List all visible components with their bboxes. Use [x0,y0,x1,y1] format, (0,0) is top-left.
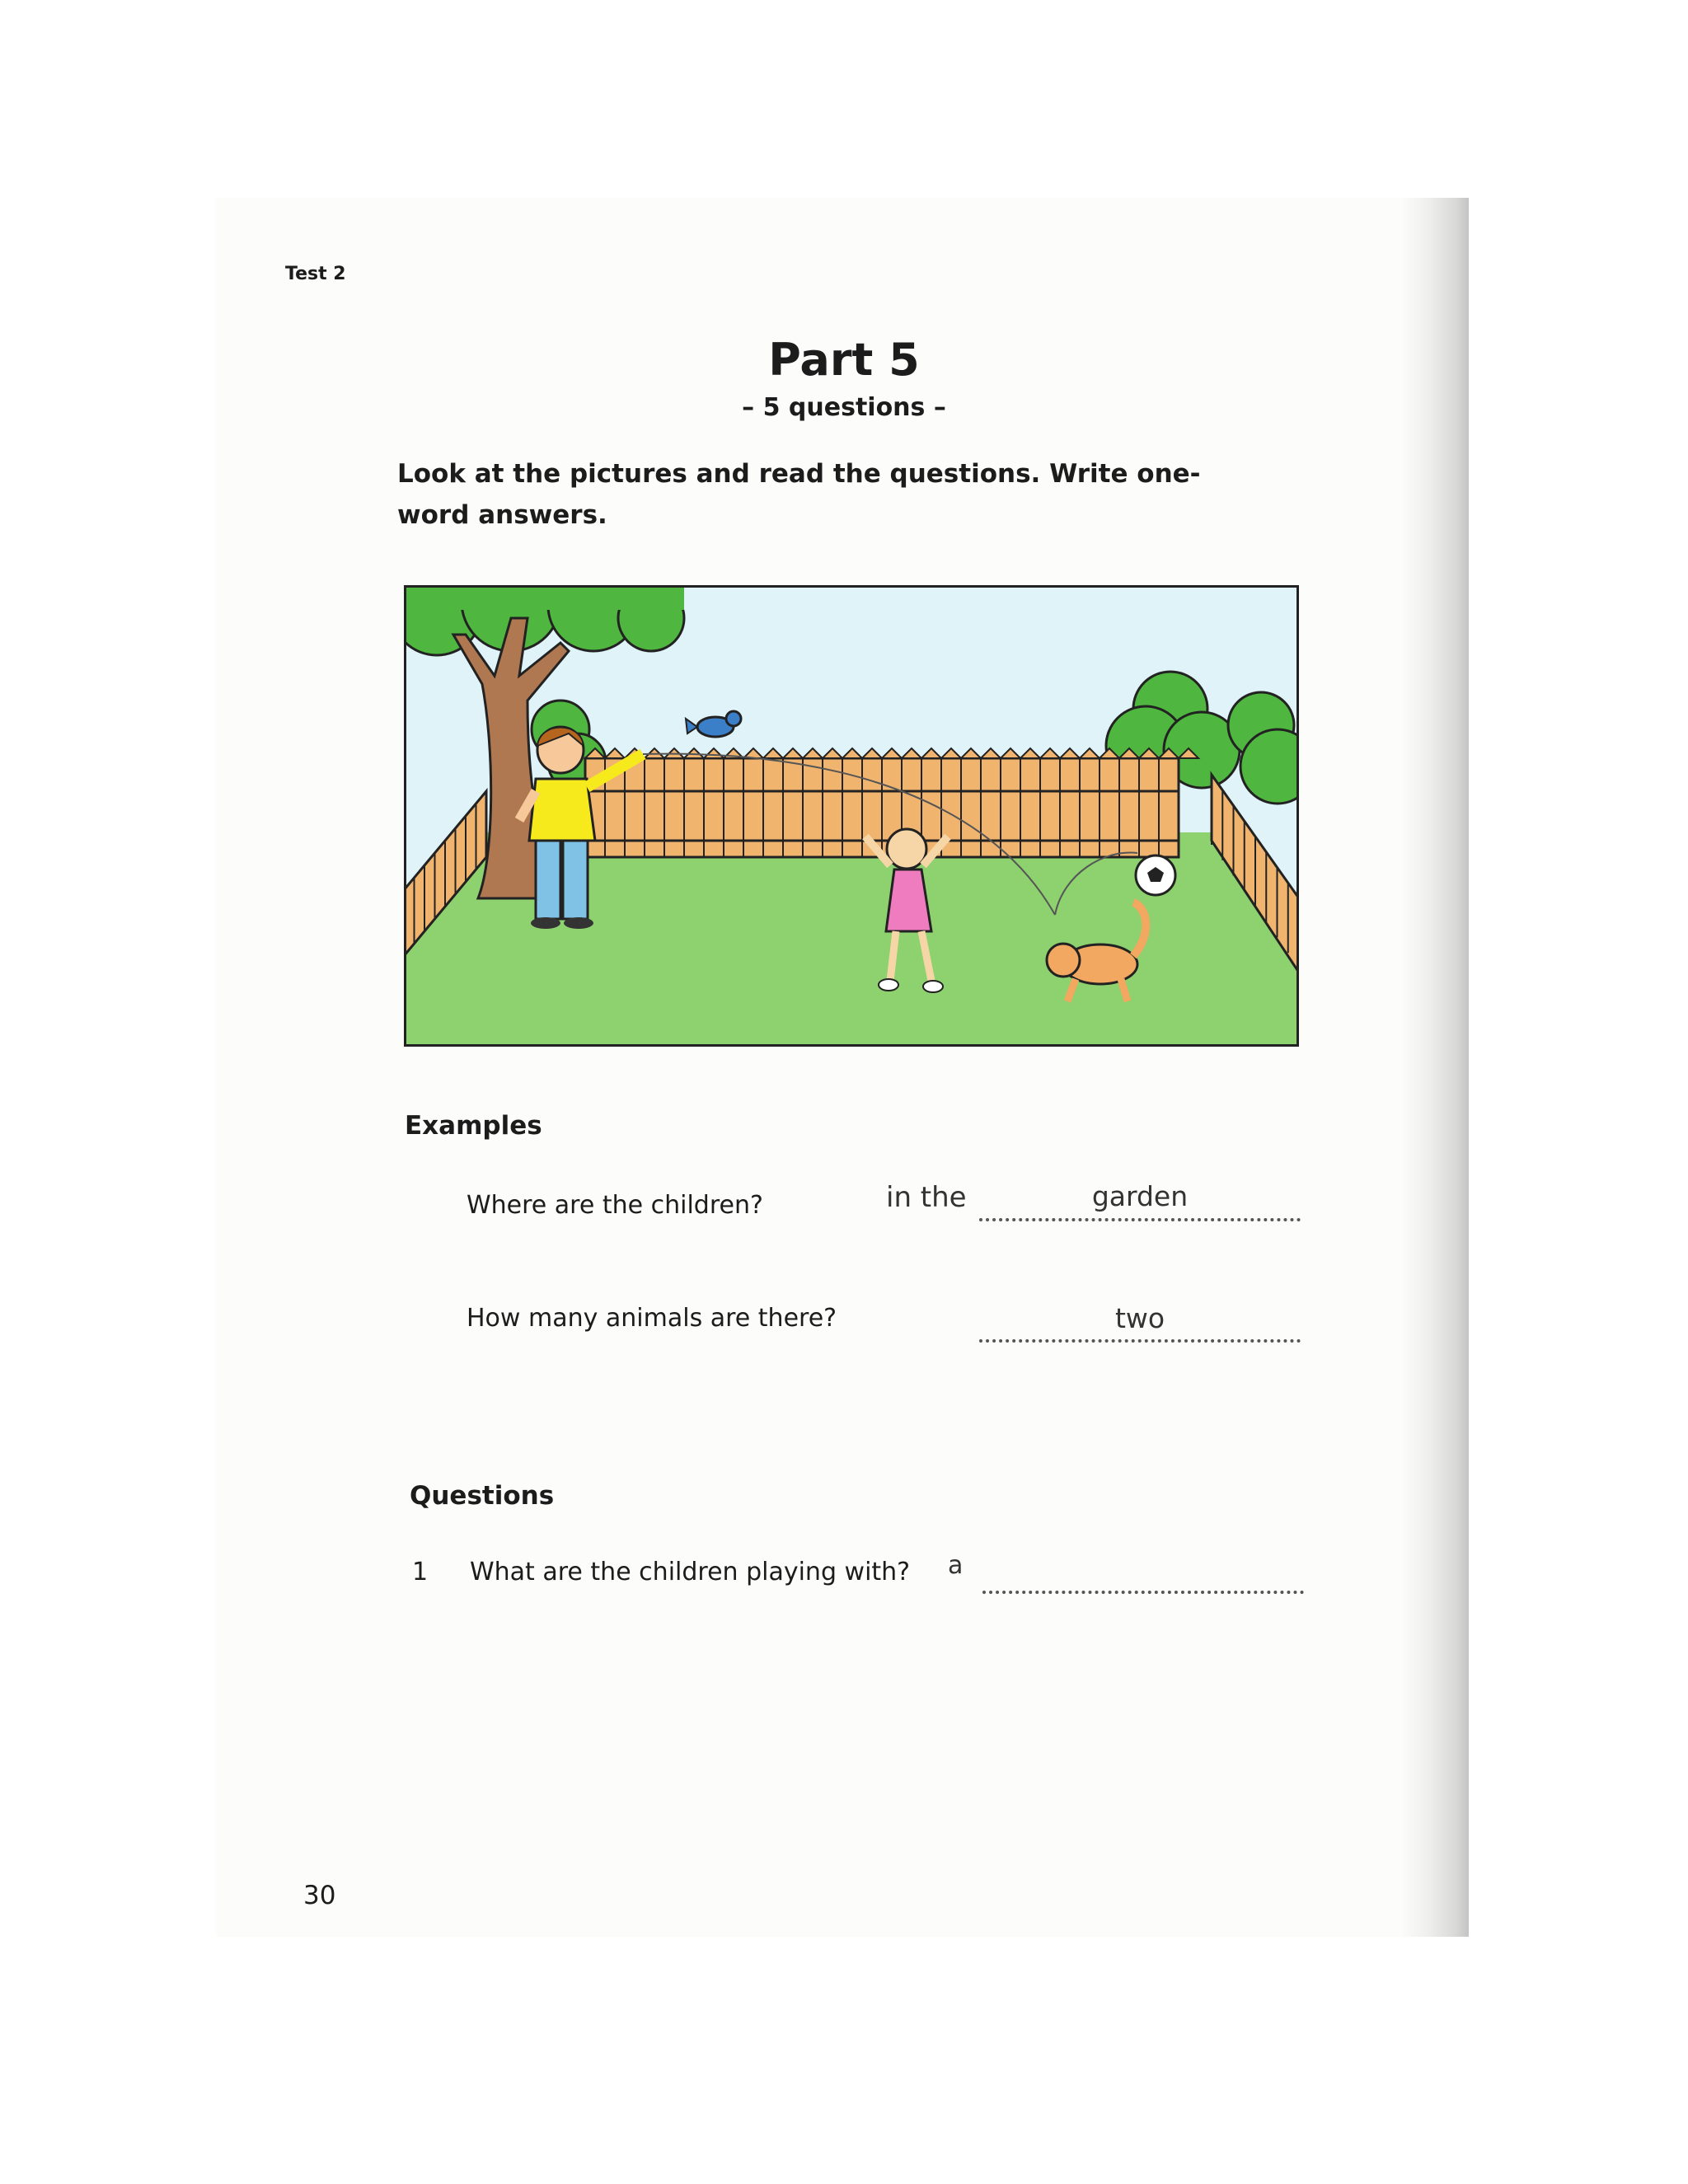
answer-line-example-1 [979,1218,1301,1221]
answer-line-question-1[interactable] [982,1591,1304,1594]
example-answer-1: garden [1091,1180,1189,1212]
questions-heading: Questions [410,1481,555,1511]
football [1136,855,1175,895]
page-number: 30 [303,1881,336,1910]
garden-illustration [404,585,1299,1047]
part-subtitle: – 5 questions – [742,393,946,422]
example-prefix-1: in the [886,1181,967,1214]
instructions: Look at the pictures and read the questions. Write one-word answers. [397,459,1201,530]
test-label: Test 2 [285,264,346,284]
book-spine-shadow [1401,198,1469,1937]
examples-heading: Examples [405,1111,542,1141]
question-prefix-1: a [948,1551,964,1580]
question-number-1: 1 [412,1558,429,1586]
example-question-1: Where are the children? [467,1191,763,1220]
question-text-1: What are the children playing with? [470,1558,911,1586]
example-answer-2: two [1114,1302,1165,1334]
part-title: Part 5 [768,334,920,386]
example-question-2: How many animals are there? [467,1304,837,1333]
answer-line-example-2 [979,1339,1301,1343]
